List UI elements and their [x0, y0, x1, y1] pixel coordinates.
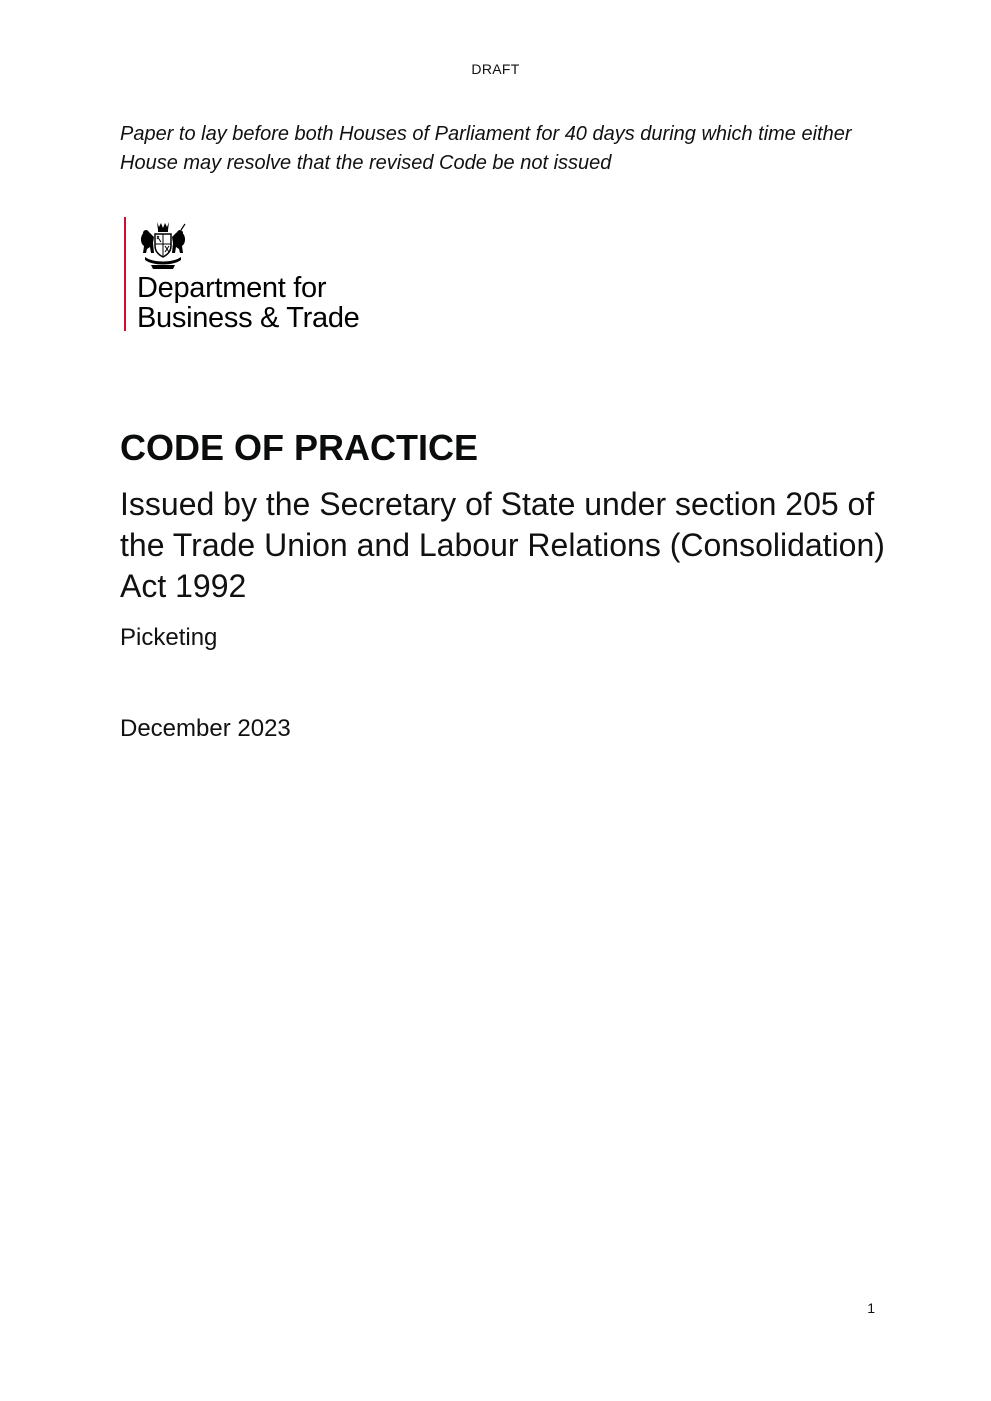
document-subtitle: Issued by the Secretary of State under section 205 of the Trade Union and Labour Relations (Consolidation) Act 1992 [120, 486, 885, 604]
document-date: December 2023 [120, 715, 291, 742]
document-title: CODE OF PRACTICE [120, 427, 479, 468]
page-number: 1 [867, 1300, 875, 1316]
logo-line-department: Department for [137, 272, 327, 304]
logo-wordmark [137, 273, 437, 333]
department-logo [124, 217, 360, 334]
laying-note: Paper to lay before both Houses of Parliament for 40 days during which time either House may resolve that the revised Code be not issued [120, 123, 852, 174]
royal-coat-of-arms-icon [137, 219, 189, 271]
logo-line-business-trade: Business & Trade [137, 302, 360, 334]
draft-header: DRAFT [471, 61, 520, 77]
document-topic: Picketing [120, 624, 218, 651]
